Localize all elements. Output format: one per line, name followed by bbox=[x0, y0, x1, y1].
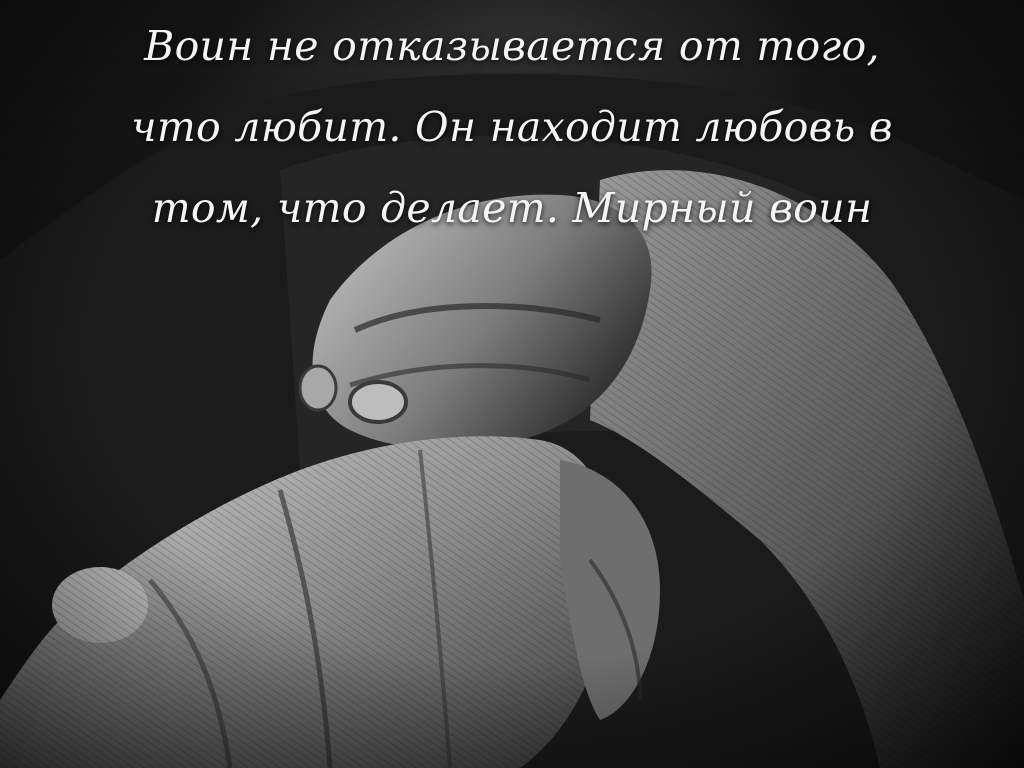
quote-line: том, что делает. Мирный воин bbox=[151, 184, 873, 232]
quote-line: что любит. Он находит любовь в bbox=[131, 103, 893, 151]
quote-line: Воин не отказывается от того, bbox=[144, 22, 880, 70]
quote-text bbox=[0, 6, 1024, 249]
